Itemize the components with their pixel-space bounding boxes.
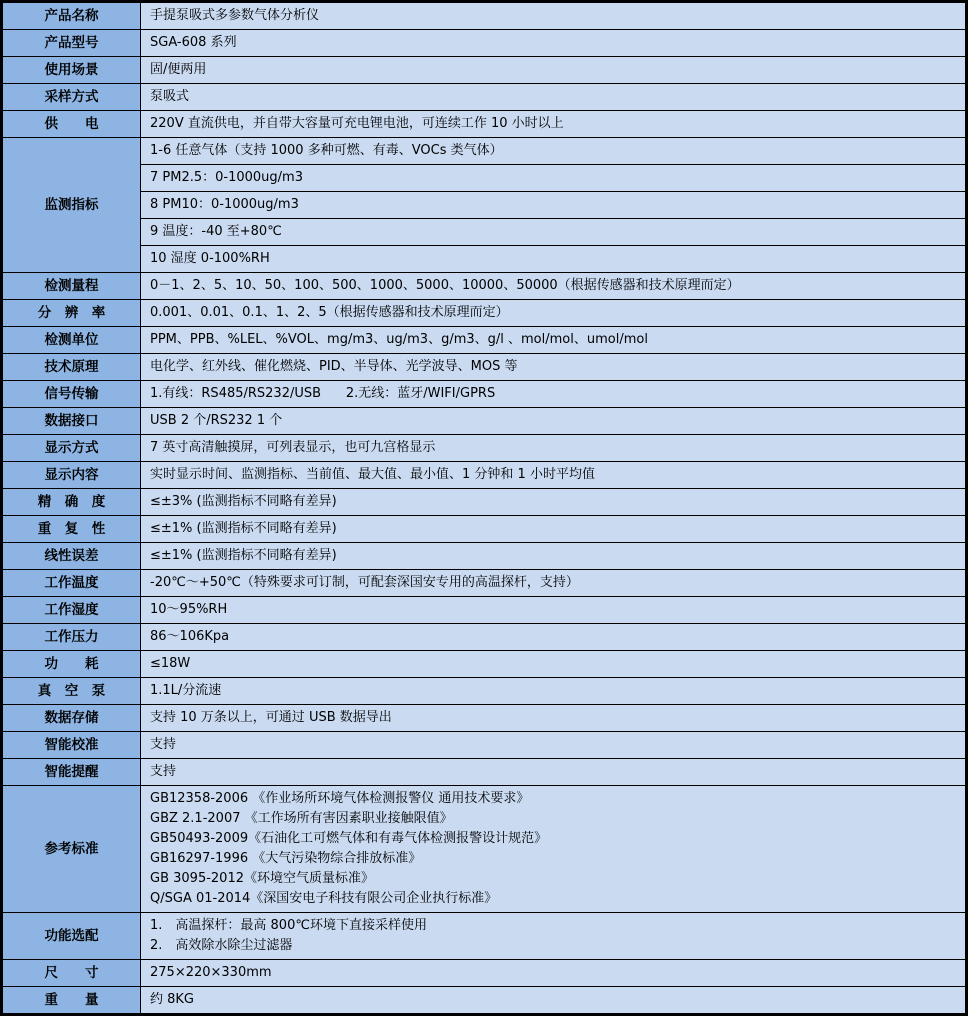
cell-line: 0.001、0.01、0.1、1、2、5（根据传感器和技术原理而定） [150, 305, 509, 320]
spec-row-display-mode [2, 435, 967, 462]
spec-row-repeatability [2, 516, 967, 543]
row-label-smart-reminder: 智能提醒 [2, 759, 141, 786]
row-label-resolution: 分 辨 率 [2, 300, 141, 327]
spec-row-product-name [2, 2, 967, 30]
cell-line: 约 8KG [150, 992, 195, 1007]
row-label-signal-transmission: 信号传输 [2, 381, 141, 408]
value-cell-data-interface [141, 408, 967, 435]
spec-row-data-storage [2, 705, 967, 732]
cell-line: -20℃～+50℃（特殊要求可订制，可配套深国安专用的高温探杆，支持） [150, 575, 579, 590]
cell-line: GB50493-2009《石油化工可燃气体和有毒气体检测报警设计规范》 [150, 831, 548, 846]
row-label-working-pressure: 工作压力 [2, 624, 141, 651]
cell-line: 支持 [150, 764, 177, 779]
row-label-monitoring-indicators: 监测指标 [2, 138, 141, 273]
value-cell-usage-scenario [141, 57, 967, 84]
value-cell-working-temperature [141, 570, 967, 597]
value-cell-detection-range [141, 273, 967, 300]
spec-row-sampling-method [2, 84, 967, 111]
row-label-technical-principle: 技术原理 [2, 354, 141, 381]
spec-row-smart-reminder [2, 759, 967, 786]
cell-line: ≤18W [150, 656, 191, 671]
row-label-working-humidity: 工作湿度 [2, 597, 141, 624]
cell-line: 10 湿度 0-100%RH [150, 251, 270, 266]
cell-line: PPM、PPB、%LEL、%VOL、mg/m3、ug/m3、g/m3、g/l 、mol/mol、umol/mol [150, 332, 648, 347]
spec-row-working-pressure [2, 624, 967, 651]
spec-row-data-interface [2, 408, 967, 435]
spec-row-linearity-error [2, 543, 967, 570]
spec-row-accuracy [2, 489, 967, 516]
cell-line: ≤±3% (监测指标不同略有差异) [150, 494, 337, 509]
cell-line: 10～95%RH [150, 602, 228, 617]
row-label-linearity-error: 线性误差 [2, 543, 141, 570]
cell-line: 275×220×330mm [150, 965, 272, 980]
value-cell-monitoring-indicators-0 [141, 138, 967, 165]
value-cell-product-name [141, 2, 967, 30]
value-cell-optional-features [141, 913, 967, 960]
row-label-product-model: 产品型号 [2, 30, 141, 57]
spec-row-smart-calibration [2, 732, 967, 759]
cell-line: 支持 10 万条以上，可通过 USB 数据导出 [150, 710, 392, 725]
value-cell-monitoring-indicators-4 [141, 246, 967, 273]
spec-row-display-content [2, 462, 967, 489]
spec-row-dimensions [2, 960, 967, 987]
value-cell-power-supply [141, 111, 967, 138]
value-cell-reference-standards [141, 786, 967, 913]
cell-line: Q/SGA 01-2014《深国安电子科技有限公司企业执行标准》 [150, 891, 498, 906]
spec-row-power-consumption [2, 651, 967, 678]
spec-row-usage-scenario [2, 57, 967, 84]
spec-row-monitoring-indicators-4 [2, 246, 967, 273]
cell-line: GB12358-2006 《作业场所环境气体检测报警仪 通用技术要求》 [150, 791, 530, 806]
value-cell-smart-calibration [141, 732, 967, 759]
cell-line: 2. 高效除水除尘过滤器 [150, 938, 293, 953]
spec-row-monitoring-indicators-3 [2, 219, 967, 246]
cell-line: 1. 高温探杆：最高 800℃环境下直接采样使用 [150, 918, 427, 933]
cell-line: 7 PM2.5：0-1000ug/m3 [150, 170, 303, 185]
cell-line: 220V 直流供电，并自带大容量可充电锂电池，可连续工作 10 小时以上 [150, 116, 564, 131]
cell-line: 9 温度：-40 至+80℃ [150, 224, 282, 239]
row-label-dimensions: 尺 寸 [2, 960, 141, 987]
row-label-sampling-method: 采样方式 [2, 84, 141, 111]
row-label-power-consumption: 功 耗 [2, 651, 141, 678]
cell-line: 手提泵吸式多参数气体分析仪 [150, 8, 320, 23]
spec-row-optional-features [2, 913, 967, 960]
cell-line: USB 2 个/RS232 1 个 [150, 413, 283, 428]
row-label-detection-range: 检测量程 [2, 273, 141, 300]
row-label-usage-scenario: 使用场景 [2, 57, 141, 84]
value-cell-linearity-error [141, 543, 967, 570]
value-cell-product-model [141, 30, 967, 57]
row-label-data-interface: 数据接口 [2, 408, 141, 435]
spec-row-signal-transmission [2, 381, 967, 408]
value-cell-technical-principle [141, 354, 967, 381]
value-cell-display-mode [141, 435, 967, 462]
cell-line: SGA-608 系列 [150, 35, 237, 50]
cell-line: 1.有线：RS485/RS232/USB 2.无线：蓝牙/WIFI/GPRS [150, 386, 496, 401]
row-label-weight: 重 量 [2, 987, 141, 1015]
row-label-reference-standards: 参考标准 [2, 786, 141, 913]
row-label-smart-calibration: 智能校准 [2, 732, 141, 759]
value-cell-monitoring-indicators-2 [141, 192, 967, 219]
spec-row-detection-range [2, 273, 967, 300]
value-cell-resolution [141, 300, 967, 327]
row-label-accuracy: 精 确 度 [2, 489, 141, 516]
cell-line: 1-6 任意气体（支持 1000 多种可燃、有毒、VOCs 类气体） [150, 143, 503, 158]
cell-line: 86～106Kpa [150, 629, 230, 644]
spec-row-working-temperature [2, 570, 967, 597]
cell-line: 1.1L/分流速 [150, 683, 222, 698]
value-cell-working-humidity [141, 597, 967, 624]
value-cell-dimensions [141, 960, 967, 987]
row-label-working-temperature: 工作温度 [2, 570, 141, 597]
row-label-data-storage: 数据存储 [2, 705, 141, 732]
cell-line: ≤±1% (监测指标不同略有差异) [150, 521, 337, 536]
row-label-repeatability: 重 复 性 [2, 516, 141, 543]
value-cell-accuracy [141, 489, 967, 516]
spec-row-monitoring-indicators-2 [2, 192, 967, 219]
value-cell-data-storage [141, 705, 967, 732]
spec-row-resolution [2, 300, 967, 327]
cell-line: 实时显示时间、监测指标、当前值、最大值、最小值、1 分钟和 1 小时平均值 [150, 467, 595, 482]
cell-line: GB 3095-2012《环境空气质量标准》 [150, 871, 374, 886]
spec-row-product-model [2, 30, 967, 57]
spec-row-monitoring-indicators-0 [2, 138, 967, 165]
cell-line: GB16297-1996 《大气污染物综合排放标准》 [150, 851, 422, 866]
value-cell-weight [141, 987, 967, 1015]
row-label-optional-features: 功能选配 [2, 913, 141, 960]
cell-line: 支持 [150, 737, 177, 752]
cell-line: 固/便两用 [150, 62, 207, 77]
row-label-power-supply: 供 电 [2, 111, 141, 138]
value-cell-monitoring-indicators-3 [141, 219, 967, 246]
cell-line: 7 英寸高清触摸屏，可列表显示，也可九宫格显示 [150, 440, 436, 455]
spec-row-detection-units [2, 327, 967, 354]
cell-line: GBZ 2.1-2007 《工作场所有害因素职业接触限值》 [150, 811, 453, 826]
value-cell-monitoring-indicators-1 [141, 165, 967, 192]
value-cell-working-pressure [141, 624, 967, 651]
value-cell-vacuum-pump [141, 678, 967, 705]
spec-table-body [2, 2, 967, 1015]
value-cell-sampling-method [141, 84, 967, 111]
value-cell-display-content [141, 462, 967, 489]
spec-row-weight [2, 987, 967, 1015]
cell-line: ≤±1% (监测指标不同略有差异) [150, 548, 337, 563]
value-cell-signal-transmission [141, 381, 967, 408]
value-cell-detection-units [141, 327, 967, 354]
row-label-vacuum-pump: 真 空 泵 [2, 678, 141, 705]
cell-line: 0－1、2、5、10、50、100、500、1000、5000、10000、50000（根据传感器和技术原理而定） [150, 278, 740, 293]
cell-line: 8 PM10：0-1000ug/m3 [150, 197, 299, 212]
value-cell-power-consumption [141, 651, 967, 678]
cell-line: 泵吸式 [150, 89, 190, 104]
spec-row-reference-standards [2, 786, 967, 913]
row-label-detection-units: 检测单位 [2, 327, 141, 354]
value-cell-smart-reminder [141, 759, 967, 786]
value-cell-repeatability [141, 516, 967, 543]
row-label-display-content: 显示内容 [2, 462, 141, 489]
spec-row-power-supply [2, 111, 967, 138]
row-label-display-mode: 显示方式 [2, 435, 141, 462]
spec-row-technical-principle [2, 354, 967, 381]
row-label-product-name: 产品名称 [2, 2, 141, 30]
spec-row-monitoring-indicators-1 [2, 165, 967, 192]
spec-row-vacuum-pump [2, 678, 967, 705]
spec-row-working-humidity [2, 597, 967, 624]
cell-line: 电化学、红外线、催化燃烧、PID、半导体、光学波导、MOS 等 [150, 359, 518, 374]
